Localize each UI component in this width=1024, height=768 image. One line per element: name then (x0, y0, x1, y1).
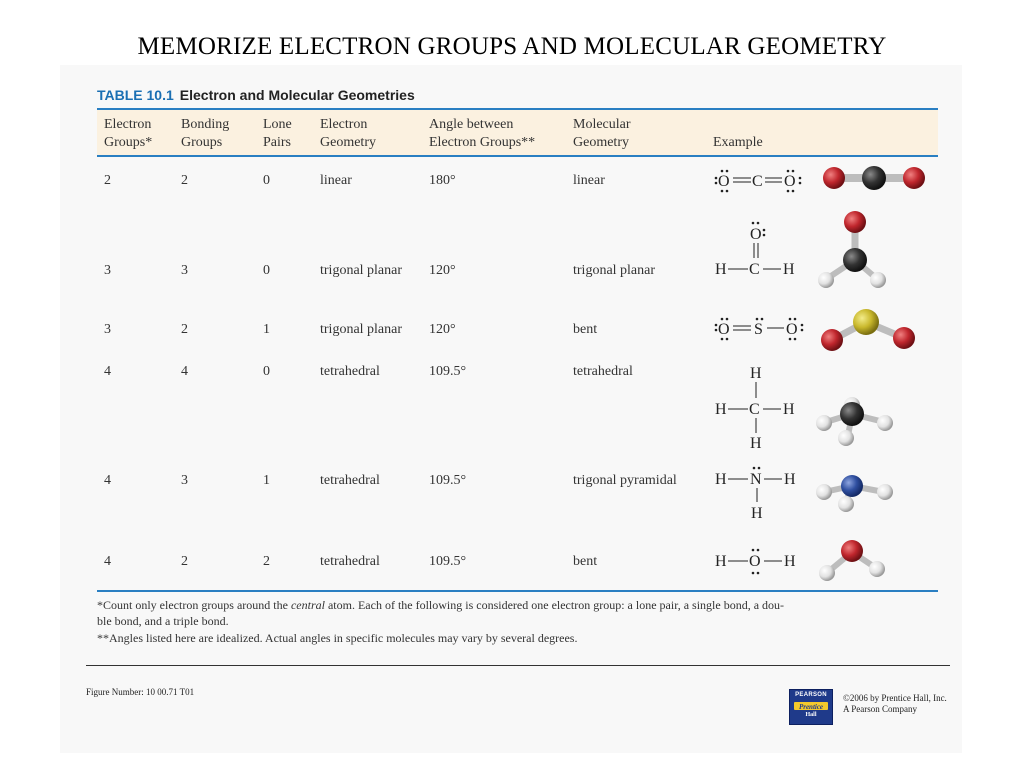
cell-lone-pairs: 0 (263, 173, 270, 188)
atom-label: H (715, 401, 727, 418)
cell-electron-geometry: trigonal planar (320, 322, 403, 337)
atom-label: N (750, 471, 762, 488)
cell-lone-pairs: 1 (263, 473, 270, 488)
cell-lone-pairs: 0 (263, 364, 270, 379)
header-molecular-geometry: Molecular Geometry (573, 117, 631, 150)
cell-angle: 180° (429, 173, 456, 188)
header-example: Example (713, 135, 763, 150)
atom-label: C (749, 261, 760, 278)
cell-electron-groups: 2 (104, 173, 111, 188)
cell-molecular-geometry: linear (573, 173, 605, 188)
atom-label: O (718, 173, 730, 190)
atom-label: O (749, 553, 761, 570)
cell-angle: 120° (429, 263, 456, 278)
atom-label: H (783, 401, 795, 418)
header-bonding-groups: Bonding Groups (181, 117, 230, 150)
cell-bonding-groups: 3 (181, 263, 188, 278)
atom-label: H (715, 471, 727, 488)
cell-angle: 109.5° (429, 473, 467, 488)
header-angle: Angle between Electron Groups** (429, 117, 536, 150)
h2o-ball-and-stick-model (812, 536, 896, 584)
footnote-1-continued: ble bond, and a triple bond. (97, 614, 229, 628)
cell-electron-geometry: tetrahedral (320, 554, 380, 569)
so2-ball-and-stick-model (818, 302, 920, 356)
cell-bonding-groups: 3 (181, 473, 188, 488)
cell-bonding-groups: 4 (181, 364, 188, 379)
table-caption: Electron and Molecular Geometries (179, 87, 415, 103)
cell-lone-pairs: 0 (263, 263, 270, 278)
cell-electron-geometry: tetrahedral (320, 364, 380, 379)
atom-label: H (750, 365, 762, 382)
cell-electron-groups: 4 (104, 364, 111, 379)
cell-electron-groups: 3 (104, 263, 111, 278)
cell-angle: 109.5° (429, 554, 467, 569)
ch4-ball-and-stick-model (812, 392, 896, 454)
cell-electron-groups: 4 (104, 554, 111, 569)
table-bottom-rule (97, 590, 938, 592)
table-title (97, 87, 415, 103)
co2-ball-and-stick-model (818, 160, 930, 196)
table-header-rule (97, 155, 938, 157)
header-electron-geometry: Electron Geometry (320, 117, 376, 150)
atom-label: O (786, 321, 798, 338)
footnote-1: *Count only electron groups around the central atom. Each of the following is considered one electron group: a lone pair, a single bond, a dou- (97, 598, 785, 612)
atom-label: H (750, 435, 762, 452)
cell-molecular-geometry: tetrahedral (573, 364, 633, 379)
atom-label: H (784, 471, 796, 488)
cell-angle: 120° (429, 322, 456, 337)
slide-title: MEMORIZE ELECTRON GROUPS AND MOLECULAR GEOMETRY (137, 33, 887, 60)
figure-number: Figure Number: 10 00.71 T01 (86, 687, 195, 697)
atom-label: S (754, 321, 763, 338)
h2co-ball-and-stick-model (810, 208, 890, 292)
atom-label: H (751, 505, 763, 522)
cell-electron-groups: 3 (104, 322, 111, 337)
copyright-line-2: A Pearson Company (843, 704, 917, 714)
atom-label: O (784, 173, 796, 190)
table-number: TABLE 10.1 (97, 87, 174, 103)
cell-molecular-geometry: bent (573, 554, 598, 569)
cell-electron-geometry: linear (320, 173, 352, 188)
footnote-2: **Angles listed here are idealized. Actual angles in specific molecules may vary by several degrees. (97, 631, 578, 645)
ch4-lewis-structure (712, 362, 812, 452)
h2o-lewis-structure (712, 546, 812, 576)
cell-electron-groups: 4 (104, 473, 111, 488)
co2-lewis-structure (712, 164, 812, 194)
nh3-ball-and-stick-model (812, 470, 896, 516)
h2co-lewis-structure (712, 218, 812, 280)
copyright-line-1: ©2006 by Prentice Hall, Inc. (843, 693, 947, 703)
header-electron-groups: Electron Groups* (104, 117, 153, 150)
cell-bonding-groups: 2 (181, 554, 188, 569)
atom-label: C (749, 401, 760, 418)
cell-lone-pairs: 1 (263, 322, 270, 337)
atom-label: H (784, 553, 796, 570)
atom-label: O (718, 321, 730, 338)
footer-divider (86, 665, 950, 666)
cell-electron-geometry: tetrahedral (320, 473, 380, 488)
cell-angle: 109.5° (429, 364, 467, 379)
cell-molecular-geometry: trigonal planar (573, 263, 656, 278)
cell-electron-geometry: trigonal planar (320, 263, 403, 278)
atom-label: O (750, 226, 762, 243)
pearson-prentice-hall-logo: PEARSON Prentice Hall (789, 689, 833, 725)
header-lone-pairs: Lone Pairs (263, 117, 292, 150)
cell-molecular-geometry: trigonal pyramidal (573, 473, 677, 488)
atom-label: H (715, 553, 727, 570)
atom-label: H (715, 261, 727, 278)
atom-label: C (752, 173, 763, 190)
cell-bonding-groups: 2 (181, 173, 188, 188)
so2-lewis-structure (712, 315, 812, 345)
nh3-lewis-structure (712, 464, 812, 524)
cell-lone-pairs: 2 (263, 554, 270, 569)
cell-molecular-geometry: bent (573, 322, 598, 337)
cell-bonding-groups: 2 (181, 322, 188, 337)
atom-label: H (783, 261, 795, 278)
